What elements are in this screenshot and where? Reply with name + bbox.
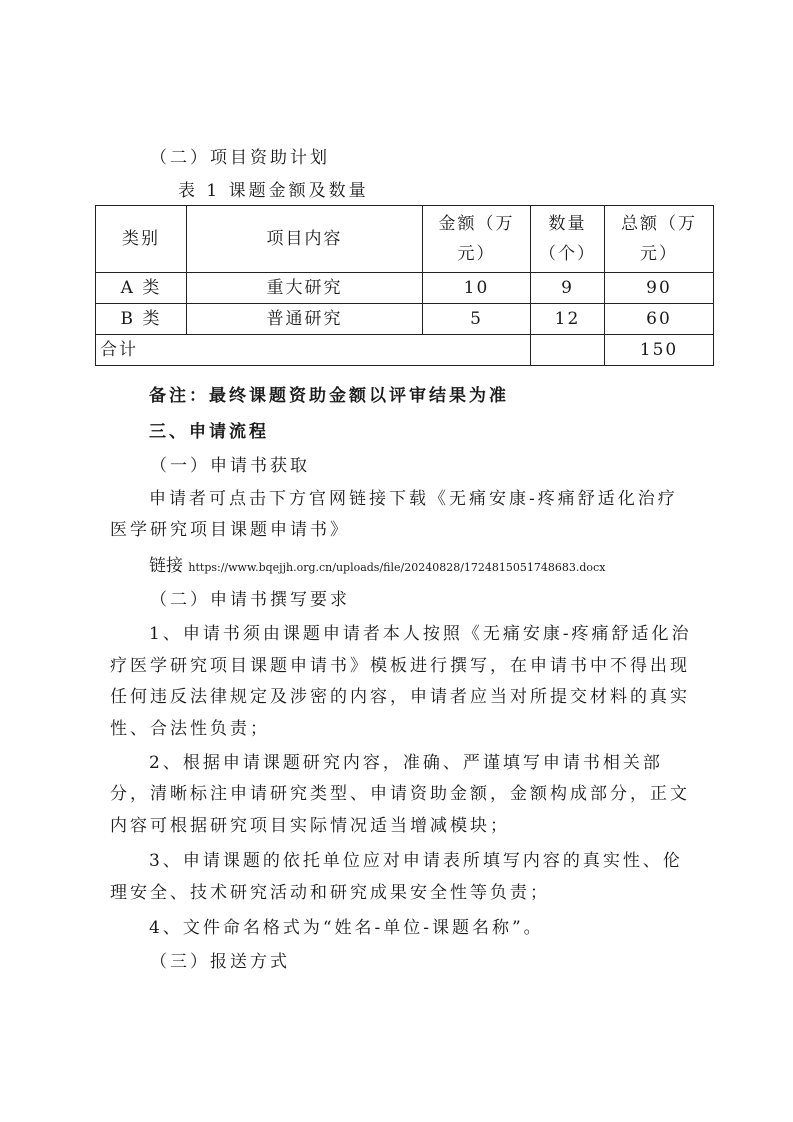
table-caption: 表 1 课题金额及数量	[178, 181, 369, 201]
cell-category: B 类	[96, 304, 187, 335]
cell-quantity: 9	[531, 273, 605, 304]
requirement-2-line: 分，清晰标注申请研究类型、申请资助金额，金额构成部分，正文	[110, 784, 690, 804]
total-label: 合计	[96, 335, 531, 366]
requirement-1-line: 任何违反法律规定及涉密的内容，申请者应当对所提交材料的真实	[110, 687, 690, 707]
subsection-writing-requirements: （二）申请书撰写要求	[150, 590, 350, 610]
cell-content: 重大研究	[187, 273, 423, 304]
cell-category: A 类	[96, 273, 187, 304]
header-quantity: 数量（个）	[531, 206, 605, 273]
requirement-2-line: 内容可根据研究项目实际情况适当增减模块；	[110, 816, 510, 836]
requirement-1-line: 性、合法性负责；	[110, 719, 270, 739]
table-row	[96, 304, 714, 335]
total-quantity-empty	[531, 335, 605, 366]
cell-amount: 5	[423, 304, 531, 335]
requirement-4-line: 4、文件命名格式为“姓名-单位-课题名称”。	[149, 918, 544, 938]
table-total-row	[96, 335, 714, 366]
cell-amount: 10	[423, 273, 531, 304]
funding-table	[95, 205, 714, 366]
section-funding-plan: （二）项目资助计划	[150, 148, 330, 168]
download-link-line	[149, 555, 605, 579]
download-paragraph-line-2: 医学研究项目课题申请书》	[110, 520, 350, 540]
funding-note: 备注：最终课题资助金额以评审结果为准	[149, 386, 509, 406]
cell-quantity: 12	[531, 304, 605, 335]
download-link[interactable]: https://www.bqejjh.org.cn/uploads/file/20240828/1724815051748683.docx	[188, 561, 606, 574]
header-total: 总额（万元）	[605, 206, 714, 273]
requirement-1-line: 1、申请书须由课题申请者本人按照《无痛安康-疼痛舒适化治	[149, 624, 692, 644]
header-content: 项目内容	[187, 206, 423, 273]
header-category: 类别	[96, 206, 187, 273]
download-paragraph-line-1: 申请者可点击下方官网链接下载《无痛安康-疼痛舒适化治疗	[149, 489, 678, 509]
requirement-3-line: 理安全、技术研究活动和研究成果安全性等负责；	[110, 883, 550, 903]
requirement-3-line: 3、申请课题的依托单位应对申请表所填写内容的真实性、伦	[149, 851, 683, 871]
subsection-form-acquisition: （一）申请书获取	[150, 456, 310, 476]
total-value: 150	[605, 335, 714, 366]
requirement-1-line: 疗医学研究项目课题申请书》模板进行撰写，在申请书中不得出现	[110, 656, 690, 676]
header-amount: 金额（万元）	[423, 206, 531, 273]
cell-total: 90	[605, 273, 714, 304]
table-row	[96, 273, 714, 304]
cell-content: 普通研究	[187, 304, 423, 335]
table-header-row	[96, 206, 714, 273]
requirement-2-line: 2、根据申请课题研究内容，准确、严谨填写申请书相关部	[149, 753, 663, 773]
link-label: 链接	[149, 556, 183, 576]
section-3-title: 三、申请流程	[149, 422, 269, 442]
subsection-submission-method: （三）报送方式	[150, 952, 290, 972]
cell-total: 60	[605, 304, 714, 335]
